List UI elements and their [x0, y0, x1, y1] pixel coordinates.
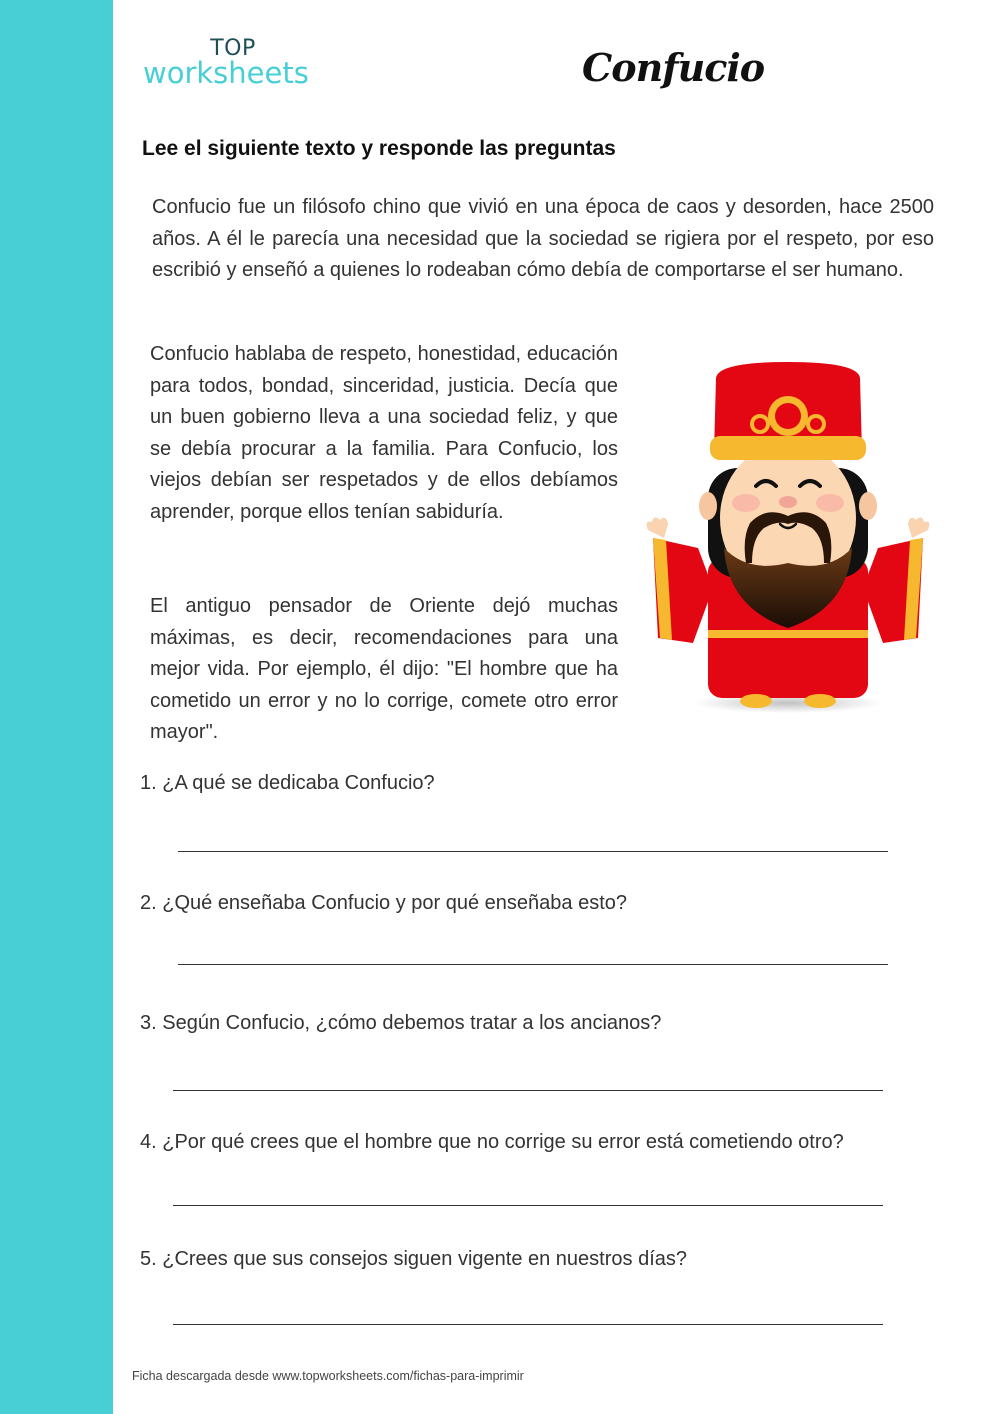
reading-paragraph-3: El antiguo pensador de Oriente dejó muchas máximas, es decir, recomendaciones para una mejor vida. Por ejemplo, él dijo: "El hombre que ha cometido un error y no lo corrige, comete otro error mayor".: [150, 595, 618, 743]
answer-line-2[interactable]: [178, 964, 888, 965]
reading-paragraph-1: Confucio fue un filósofo chino que vivió en una época de caos y desorden, hace 2500 años. A él le parecía una necesidad que la sociedad se rigiera por el respeto, por eso escribió y enseñó a quienes lo rodeaban cómo debía de comportarse el ser humano.: [152, 196, 934, 281]
instruction-heading: Lee el siguiente texto y responde las preguntas: [142, 137, 616, 160]
question-3: 3. Según Confucio, ¿cómo debemos tratar a los ancianos?: [140, 1012, 662, 1034]
question-2: 2. ¿Qué enseñaba Confucio y por qué enseñaba esto?: [140, 892, 628, 914]
logo-bottom-text: worksheets: [143, 56, 309, 90]
footer-source-text: Ficha descargada desde www.topworksheets.com/fichas-para-imprimir: [132, 1369, 524, 1383]
sidebar-accent-bar: [0, 0, 113, 1414]
question-5: 5. ¿Crees que sus consejos siguen vigente en nuestros días?: [140, 1248, 687, 1270]
answer-line-3[interactable]: [173, 1090, 883, 1091]
answer-line-1[interactable]: [178, 851, 888, 852]
topworksheets-logo: [143, 38, 343, 88]
reading-paragraph-2: Confucio hablaba de respeto, honestidad, educación para todos, bondad, sinceridad, justicia. Decía que un buen gobierno lleva a una sociedad feliz, y que se debía procurar a la familia. Para Confucio, los viejos debían ser respetados y de ellos debíamos aprender, porque ellos tenían sabiduría.: [150, 343, 618, 523]
question-1: 1. ¿A qué se dedicaba Confucio?: [140, 772, 435, 794]
logo-top-text: TOP: [210, 36, 256, 61]
confucius-cartoon-icon: [638, 358, 938, 718]
question-4: 4. ¿Por qué crees que el hombre que no corrige su error está cometiendo otro?: [140, 1131, 844, 1153]
answer-line-5[interactable]: [173, 1324, 883, 1325]
worksheet-title: Confucio: [582, 45, 765, 90]
answer-line-4[interactable]: [173, 1205, 883, 1206]
